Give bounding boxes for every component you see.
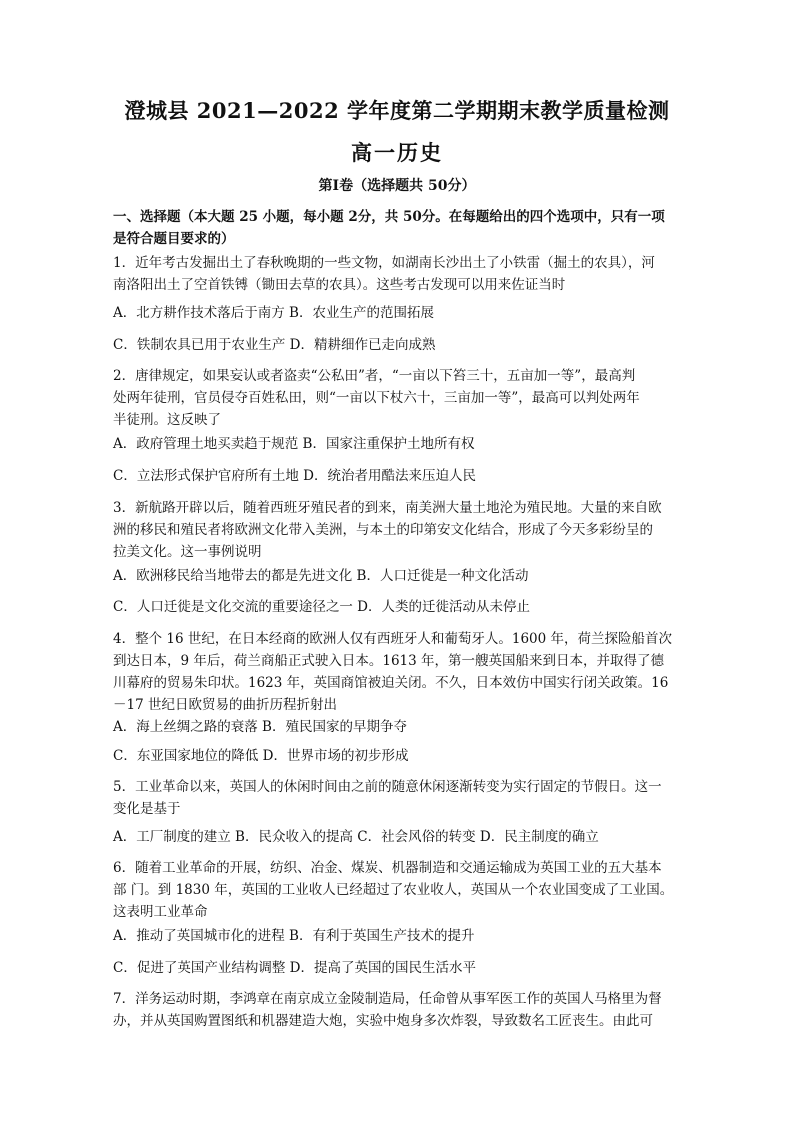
section-line: 一、选择题（本大题 25 小题，每小题 2分，共 50分。在每题给出的四个选项中，只有一项 <box>113 209 665 225</box>
question-1-stem <box>113 252 688 296</box>
question-4-stem <box>113 628 688 716</box>
question-1-option-line: A．北方耕作技术落后于南方 B．农业生产的范围拓展 <box>113 305 434 321</box>
stem-line: 这表明工业革命 <box>113 904 208 920</box>
question-3-option-line: C．人口迁徙是文化交流的重要途径之一 D．人类的迁徙活动从未停止 <box>113 599 530 615</box>
stem-line: 半徒刑。这反映了 <box>113 412 221 428</box>
part-title: 第Ⅰ卷（选择题共 50分） <box>318 178 476 194</box>
stem-line: 处两年徒刑，官员侵夺百姓私田，则“一亩以下杖六十，三亩加一等”，最高可以判处两年 <box>113 390 640 406</box>
question-4-option-line: C．东亚国家地位的降低 D．世界市场的初步形成 <box>113 748 409 764</box>
stem-line: －17 世纪日欧贸易的曲折历程折射出 <box>113 697 337 713</box>
question-6-option-line: C．促进了英国产业结构调整 D．提高了英国的国民生活水平 <box>113 960 476 976</box>
stem-line: 部 门。到 1830 年，英国的工业收人已经超过了农业收人，英国从一个农业国变成了工业国。 <box>113 882 674 898</box>
question-1-option-line: C．铁制农具已用于农业生产 D．精耕细作已走向成熟 <box>113 337 436 353</box>
stem-line: 到达日本，9 年后，荷兰商船正式驶入日本。1613 年，第一艘英国船来到日本，并取得了德 <box>113 653 665 669</box>
question-5-option-line: A．工厂制度的建立 B．民众收入的提高 C．社会风俗的转变 D．民主制度的确立 <box>113 829 599 845</box>
stem-line: 5．工业革命以来，英国人的休闲时间由之前的随意休闲逐渐转变为实行固定的节假日。这一 <box>113 779 662 795</box>
question-6-option-line: A．推动了英国城市化的进程 B．有利于英国生产技术的提升 <box>113 928 475 944</box>
stem-line: 1．近年考古发掘出土了春秋晚期的一些文物，如湖南长沙出土了小铁雷（掘土的农具），河 <box>113 255 655 271</box>
stem-line: 南洛阳出土了空首铁镈（锄田去草的农具）。这些考古发现可以用来佐证当时 <box>113 277 566 293</box>
question-7-stem <box>113 988 688 1032</box>
stem-line: 川幕府的贸易朱印状。1623 年，英国商馆被迫关闭。不久，日本效仿中国实行闭关政策。16 <box>113 675 669 691</box>
question-3-option-line: A．欧洲移民给当地带去的都是先进文化 B．人口迁徙是一种文化活动 <box>113 568 529 584</box>
section-line: 是符合题目要求的） <box>113 231 235 247</box>
question-4-option-line: A．海上丝绸之路的衰落 B．殖民国家的早期争夺 <box>113 719 407 735</box>
question-6-stem <box>113 857 688 923</box>
stem-line: 洲的移民和殖民者将欧洲文化带入美洲，与本土的印第安文化结合，形成了今天多彩纷呈的 <box>113 522 653 538</box>
stem-line: 变化是基于 <box>113 801 181 817</box>
stem-line: 2．唐律规定，如果妄认或者盗卖“公私田”者，“一亩以下笞三十，五亩加一等”，最高判 <box>113 368 636 384</box>
exam-title: 澄城县 2021—2022 学年度第二学期期末教学质量检测 <box>124 98 670 123</box>
stem-line: 拉美文化。这一事例说明 <box>113 544 262 560</box>
question-5-stem <box>113 776 688 820</box>
subject-title: 高一历史 <box>351 140 443 165</box>
stem-line: 4．整个 16 世纪，在日本经商的欧洲人仅有西班牙人和葡萄牙人。1600 年，荷兰探险船首次 <box>113 631 672 647</box>
stem-line: 办，并从英国购置图纸和机器建造大炮，实验中炮身多次炸裂，导致数名工匠丧生。由此可 <box>113 1013 653 1029</box>
stem-line: 3．新航路开辟以后，随着西班牙殖民者的到来，南美洲大量土地沦为殖民地。大量的来自欧 <box>113 500 662 516</box>
question-2-stem <box>113 365 688 431</box>
question-2-option-line: A．政府管理土地买卖趋于规范 B．国家注重保护土地所有权 <box>113 436 475 452</box>
question-2-option-line: C．立法形式保护官府所有土地 D．统治者用酷法来压迫人民 <box>113 468 476 484</box>
question-3-stem <box>113 497 688 563</box>
stem-line: 6．随着工业革命的开展，纺织、冶金、煤炭、机器制造和交通运输成为英国工业的五大基本 <box>113 860 662 876</box>
stem-line: 7．洋务运动时期，李鸿章在南京成立金陵制造局，任命曾从事军医工作的英国人马格里为督 <box>113 991 662 1007</box>
section-instructions <box>113 206 688 250</box>
